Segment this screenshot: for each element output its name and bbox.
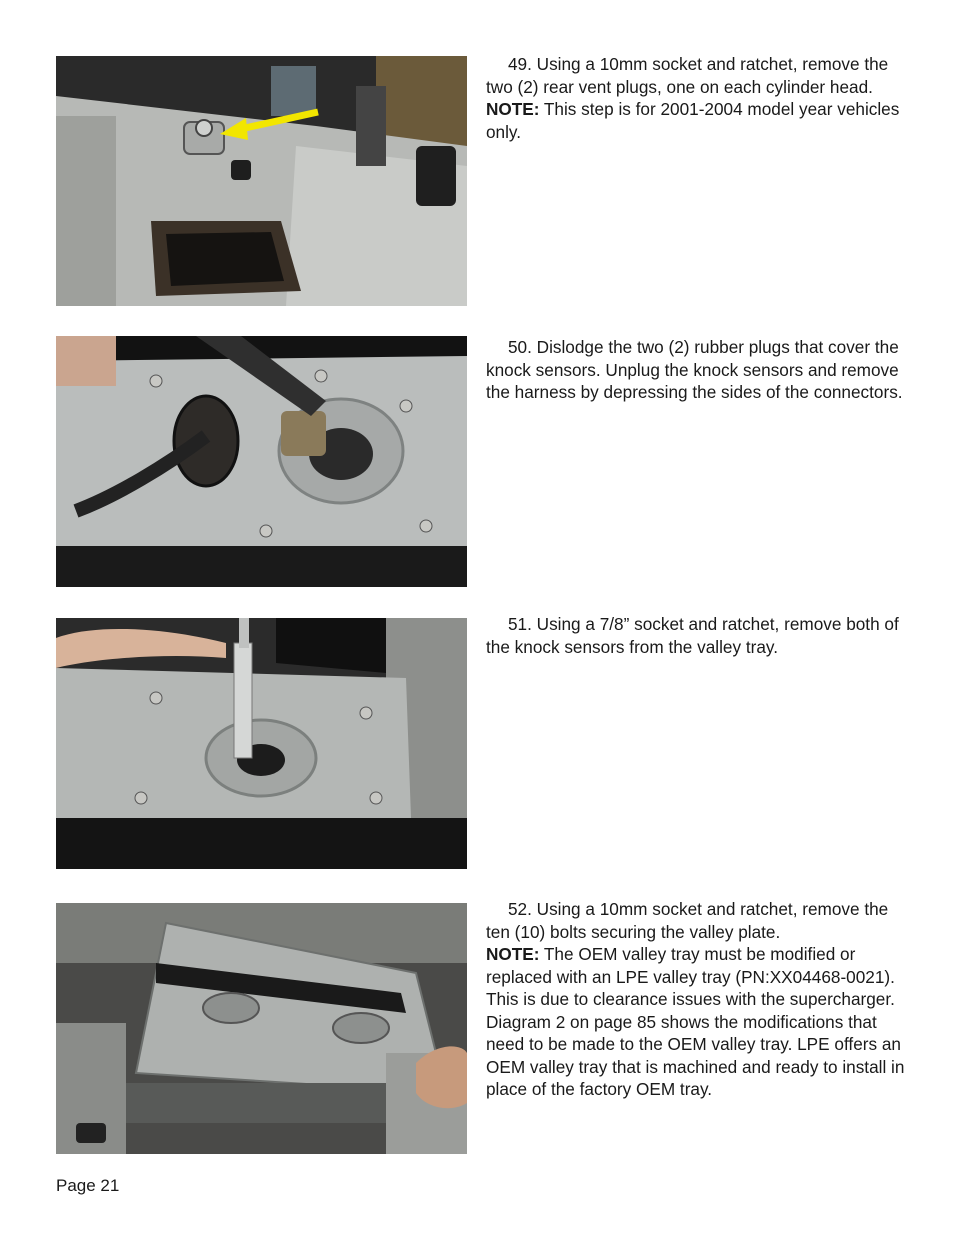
note-label: NOTE: [486, 944, 540, 964]
photo-step-51 [56, 618, 467, 869]
step-50-text [486, 336, 906, 404]
step-49-instruction: 49. Using a 10mm socket and ratchet, remove the two (2) rear vent plugs, one on each cylinder head. [486, 54, 889, 97]
step-52-text [486, 898, 906, 1101]
step-51-instruction: 51. Using a 7/8” socket and ratchet, remove both of the knock sensors from the valley tray. [486, 614, 899, 657]
knock-sensor-removal-photo [56, 618, 467, 869]
engine-rear-vent-photo [56, 56, 467, 306]
note-label: NOTE: [486, 99, 540, 119]
note-text: This step is for 2001-2004 model year vehicles only. [486, 99, 900, 142]
note-text: The OEM valley tray must be modified or replaced with an LPE valley tray (PN:XX04468-0021). This is due to clearance issues with the supercharger. Diagram 2 on page 85 shows the modifications that need to be made to the OEM valley tray. LPE offers an OEM valley tray that is machined and ready to install in place of the factory OEM tray. [486, 944, 905, 1099]
step-49-note [486, 98, 906, 143]
step-52-instruction: 52. Using a 10mm socket and ratchet, remove the ten (10) bolts securing the valley plate. [486, 899, 889, 942]
photo-step-52 [56, 903, 467, 1154]
step-51-text [486, 613, 906, 658]
step-50-instruction: 50. Dislodge the two (2) rubber plugs that cover the knock sensors. Unplug the knock sensors and remove the harness by depressing the sides of the connectors. [486, 337, 903, 402]
photo-step-50 [56, 336, 467, 587]
photo-step-49 [56, 56, 467, 306]
step-52-note [486, 943, 906, 1101]
knock-sensor-connector-photo [56, 336, 467, 587]
valley-plate-removal-photo [56, 903, 467, 1154]
step-49-text [486, 53, 906, 143]
page-number: Page 21 [56, 1176, 120, 1195]
